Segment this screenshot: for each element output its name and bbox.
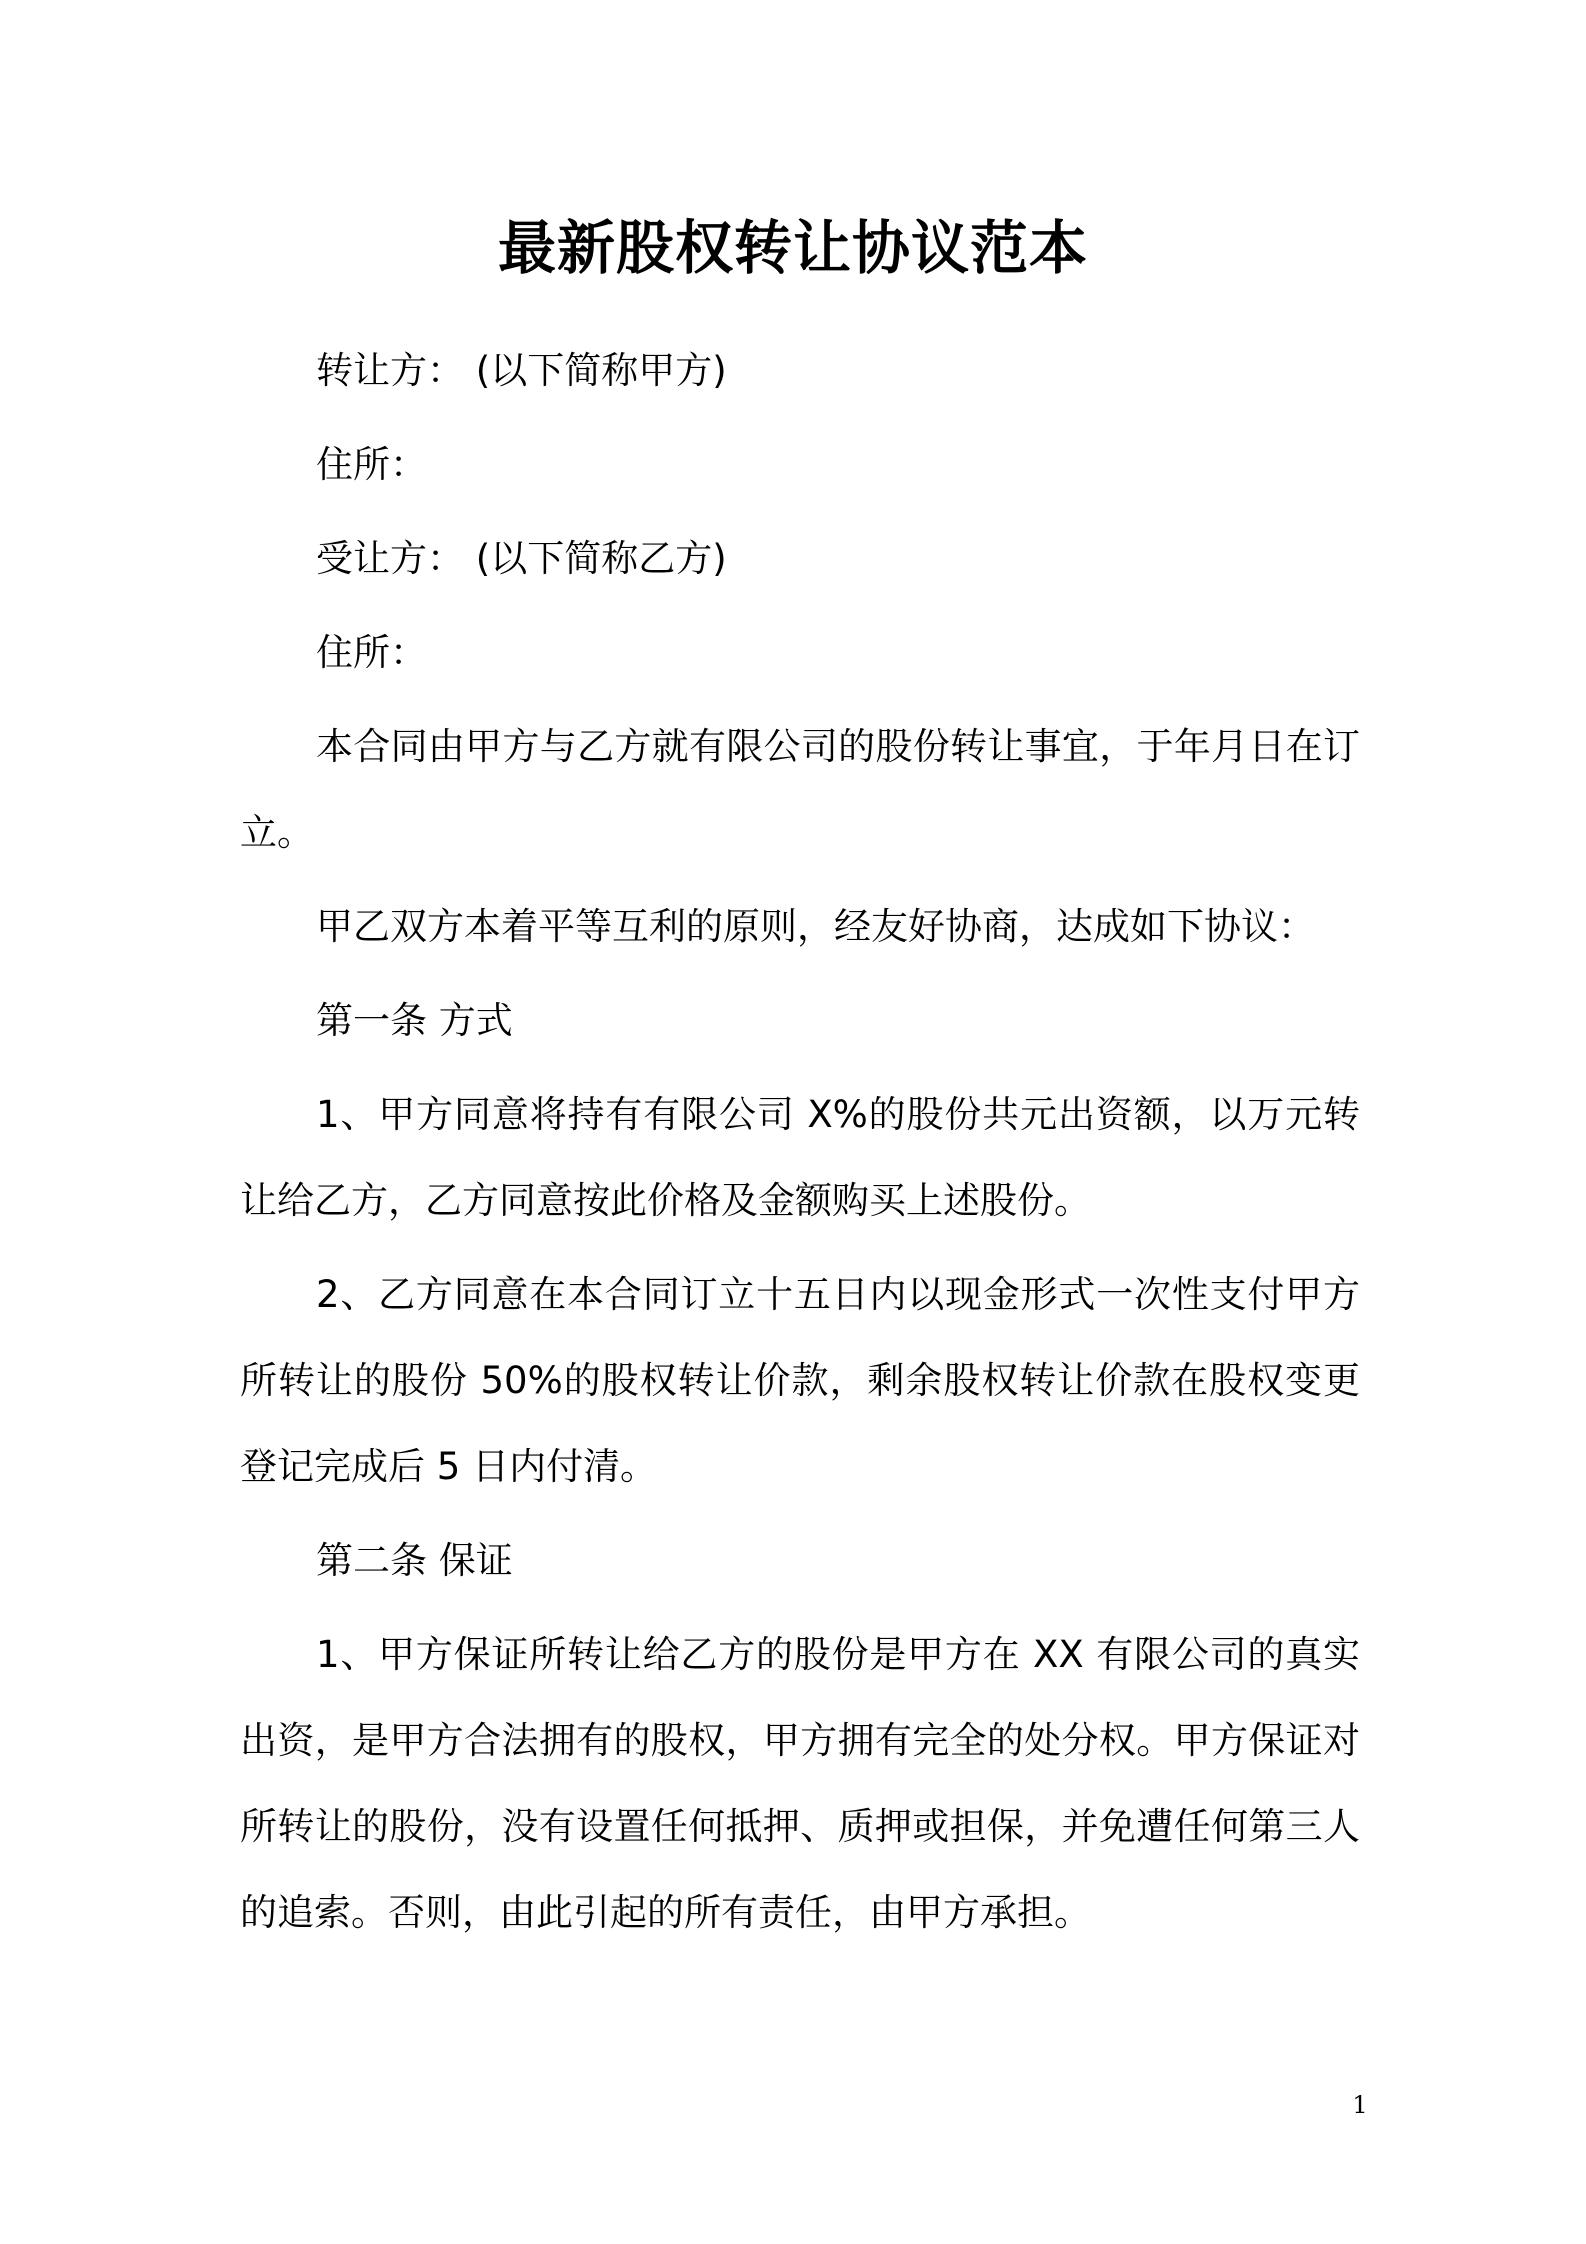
contract-intro-paragraph: 本合同由甲方与乙方就有限公司的股份转让事宜，于年月日在订立。 — [240, 725, 1360, 854]
agreement-principle-paragraph: 甲乙双方本着平等互利的原则，经友好协商，达成如下协议： — [316, 905, 1315, 948]
article-one-heading: 第一条 方式 — [316, 999, 513, 1042]
article-two-clause-1: 1、甲方保证所转让给乙方的股份是甲方在 XX 有限公司的真实出资，是甲方合法拥有的股权，甲方拥有完全的处分权。甲方保证对所转让的股份，没有设置任何抵押、质押或担保，并免遭任何第三人的追索。否则，由此引起的所有责任，由甲方承担。 — [240, 1633, 1360, 1934]
document-body — [240, 328, 1360, 1964]
article-one-clause-1: 1、甲方同意将持有有限公司 X%的股份共元出资额，以万元转让给乙方，乙方同意按此价格及金额购买上述股份。 — [240, 1093, 1360, 1222]
transferee-line: 受让方： (以下简称乙方) — [316, 537, 727, 580]
article-two-heading: 第二条 保证 — [316, 1539, 513, 1582]
transferee-address-line: 住所： — [316, 631, 427, 674]
page-number: 1 — [1352, 2091, 1368, 2119]
transferor-address-line: 住所： — [316, 443, 427, 486]
article-one-clause-2: 2、乙方同意在本合同订立十五日内以现金形式一次性支付甲方所转让的股份 50%的股权转让价款，剩余股权转让价款在股权变更登记完成后 5 日内付清。 — [240, 1273, 1360, 1488]
transferor-line: 转让方： (以下简称甲方) — [316, 349, 727, 392]
document-title: 最新股权转让协议范本 — [497, 214, 1088, 282]
